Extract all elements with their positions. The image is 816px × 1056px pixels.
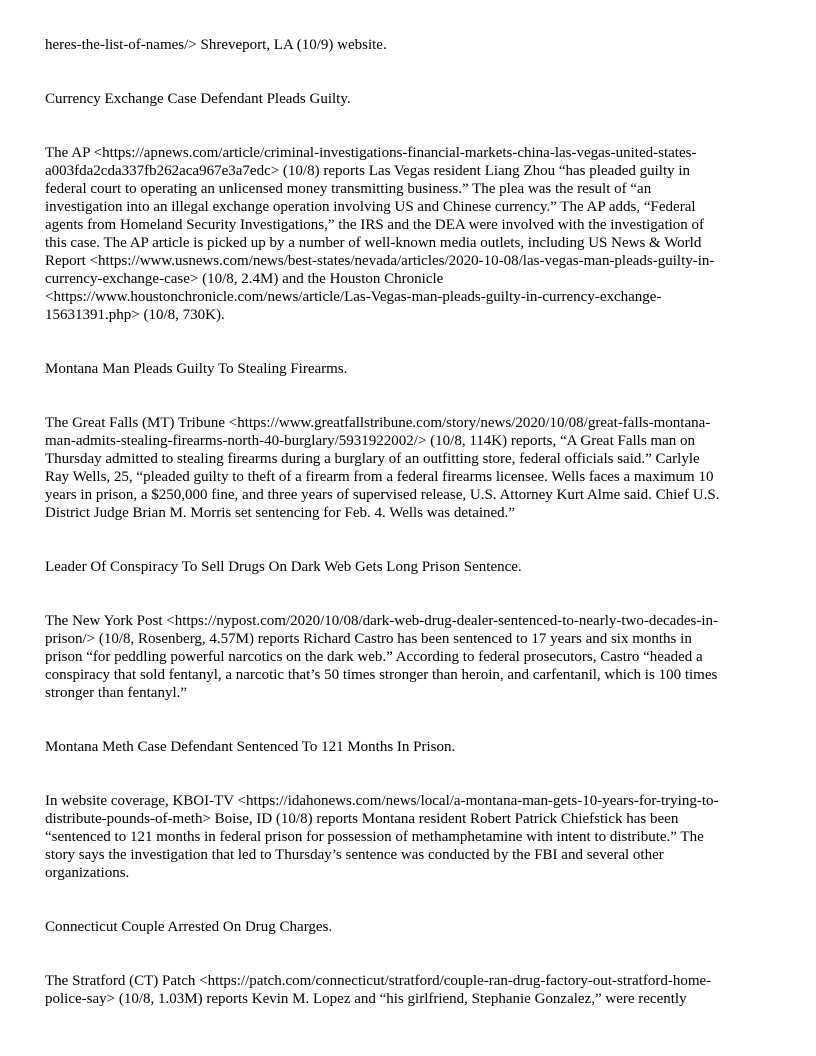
document-page [45, 36, 773, 1008]
article-body: The Stratford (CT) Patch <https://patch.com/connecticut/stratford/couple-ran-drug-factory-out-stratford-home- police-say> (10/8, 1.03M) reports Kevin M. Lopez and “his girlfriend, Stephanie Gonzalez,” were recently [45, 973, 712, 1007]
article-body: The Great Falls (MT) Tribune <https://www.greatfallstribune.com/story/news/2020/10/08/great-falls-montana- man-admits-stealing-firearms-north-40-burglary/5931922002/> (10/8, 114K) reports, “A Great Falls man on Thursday admitted to stealing firearms during a burglary of an outfitting store, federal officials said.” Carlyle Ray Wells, 25, “pleaded guilty to theft of a firearm from a federal firearms licensee. Wells faces a maximum 10 years in prison, a $250,000 fine, and three years of supervised release, U.S. Attorney Kurt Alme said. Chief U.S. District Judge Brian M. Morris set sentencing for Feb. 4. Wells was detained.” [45, 415, 720, 521]
intro-fragment: heres-the-list-of-names/> Shreveport, LA (10/9) website. [45, 37, 387, 53]
article-headline: Connecticut Couple Arrested On Drug Charges. [45, 919, 333, 935]
article-headline: Montana Meth Case Defendant Sentenced To 121 Months In Prison. [45, 739, 456, 755]
article-body: In website coverage, KBOI-TV <https://idahonews.com/news/local/a-montana-man-gets-10-years-for-trying-to- distribute-pounds-of-meth> Boise, ID (10/8) reports Montana resident Robert Patrick Chiefstick has been “sentenced to 121 months in federal prison for possession of methamphetamine with intent to distribute.” The story says the investigation that led to Thursday’s sentence was conducted by the FBI and several other organizations. [45, 793, 719, 881]
article-headline: Currency Exchange Case Defendant Pleads Guilty. [45, 91, 351, 107]
article-body: The New York Post <https://nypost.com/2020/10/08/dark-web-drug-dealer-sentenced-to-nearly-two-decades-in- prison/> (10/8, Rosenberg, 4.57M) reports Richard Castro has been sentenced to 17 years and six months in prison “for peddling powerful narcotics on the dark web.” According to federal prosecutors, Castro “headed a conspiracy that sold fentanyl, a narcotic that’s 50 times stronger than heroin, and carfentanil, which is 100 times stronger than fentanyl.” [45, 613, 718, 701]
article-headline: Leader Of Conspiracy To Sell Drugs On Dark Web Gets Long Prison Sentence. [45, 559, 522, 575]
article-body: The AP <https://apnews.com/article/criminal-investigations-financial-markets-china-las-vegas-united-states- a003fda2cda337fb262aca967e3a7edc> (10/8) reports Las Vegas resident Liang Zhou “has pleaded guilty in federal court to operating an unlicensed money transmitting business.” The plea was the result of “an investigation into an illegal exchange operation involving US and Chinese currency.” The AP adds, “Federal agents from Homeland Security Investigations,” the IRS and the DEA were involved with the investigation of this case. The AP article is picked up by a number of well-known media outlets, including US News & World Report <https://www.usnews.com/news/best-states/nevada/articles/2020-10-08/las-vegas-man-pleads-guilty-in- currency-exchange-case> (10/8, 2.4M) and the Houston Chronicle <https://www.houstonchronicle.com/news/article/Las-Vegas-man-pleads-guilty-in-currency-exchange- 15631391.php> (10/8, 730K). [45, 145, 715, 323]
article-headline: Montana Man Pleads Guilty To Stealing Firearms. [45, 361, 348, 377]
